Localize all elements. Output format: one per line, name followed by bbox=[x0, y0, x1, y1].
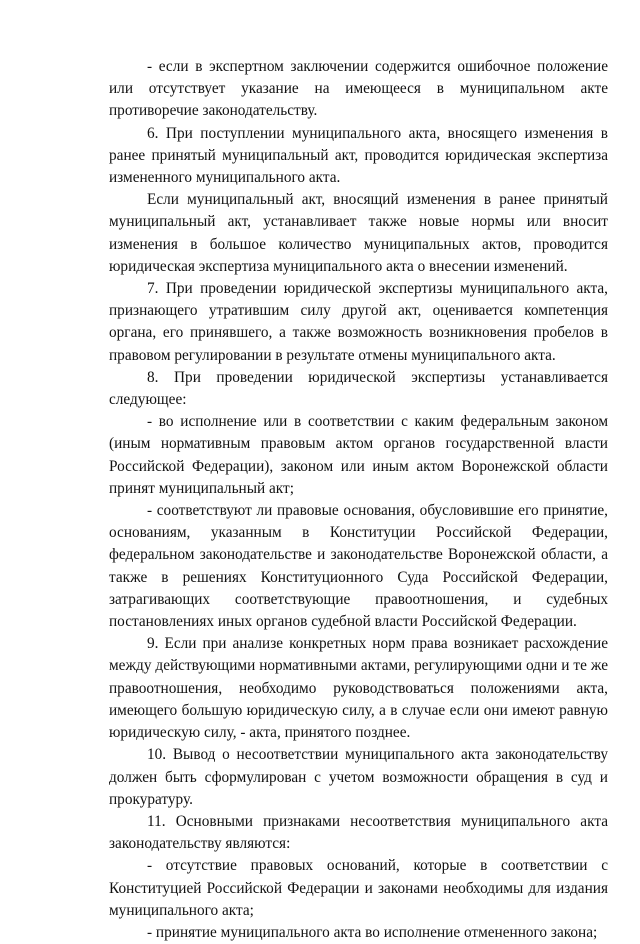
paragraph-item-6: 6. При поступлении муниципального акта, вносящего изменения в ранее принятый муниципальный акт, проводится юридическая экспертиза измененного муниципального акта. bbox=[109, 124, 608, 187]
document-body bbox=[109, 56, 608, 944]
paragraph-item-8: 8. При проведении юридической экспертизы устанавливается следующее: bbox=[109, 368, 608, 409]
paragraph-expert-error: - если в экспертном заключении содержится ошибочное положение или отсутствует указание на имеющееся в муниципальном акте противоречие законодательству. bbox=[109, 58, 608, 120]
paragraph-item-7: 7. При проведении юридической экспертизы муниципального акта, признающего утратившим силу другой акт, оценивается компетенция органа, его принявшего, а также возможность возникновения пробелов в правовом регулировании в результате отмены муниципального акта. bbox=[109, 280, 608, 364]
paragraph-repealed-law: - принятие муниципального акта во исполнение отмененного закона; bbox=[147, 923, 598, 941]
paragraph-no-legal-basis: - отсутствие правовых оснований, которые в соответствии с Конституцией Российской Федерации и законами необходимы для издания муниципального акта; bbox=[109, 857, 608, 919]
paragraph-item-11: 11. Основными признаками несоответствия муниципального акта законодательству являются: bbox=[109, 812, 608, 853]
paragraph-amending-act: Если муниципальный акт, вносящий изменения в ранее принятый муниципальный акт, устанавливает также новые нормы или вносит изменения в большое количество муниципальных актов, проводится юридическая экспертиза муниципального акта о внесении изменений. bbox=[109, 191, 608, 275]
paragraph-item-9: 9. Если при анализе конкретных норм права возникает расхождение между действующими нормативными актами, регулирующими одни и те же правоотношения, необходимо руководствоваться положениями акта, имеющего большую юридическую силу, а в случае если они имеют равную юридическую силу, - акта, принятого позднее. bbox=[109, 635, 608, 742]
paragraph-item-10: 10. Вывод о несоответствии муниципального акта законодательству должен быть сформулирован с учетом возможности обращения в суд и прокуратуру. bbox=[109, 746, 608, 808]
paragraph-legal-grounds: - соответствуют ли правовые основания, обусловившие его принятие, основаниям, указанным в Конституции Российской Федерации, федеральном законодательстве и законодательстве Воронежской области, а также в решениях Конституционного Суда Российской Федерации, затрагивающих соответствующие правоотношения, и судебных постановлениях иных органов судебной власти Российской Федерации. bbox=[109, 502, 608, 631]
paragraph-federal-law: - во исполнение или в соответствии с каким федеральным законом (иным нормативным правовым актом органов государственной власти Российской Федерации), законом или иным актом Воронежской области принят муниципальный акт; bbox=[109, 413, 608, 497]
